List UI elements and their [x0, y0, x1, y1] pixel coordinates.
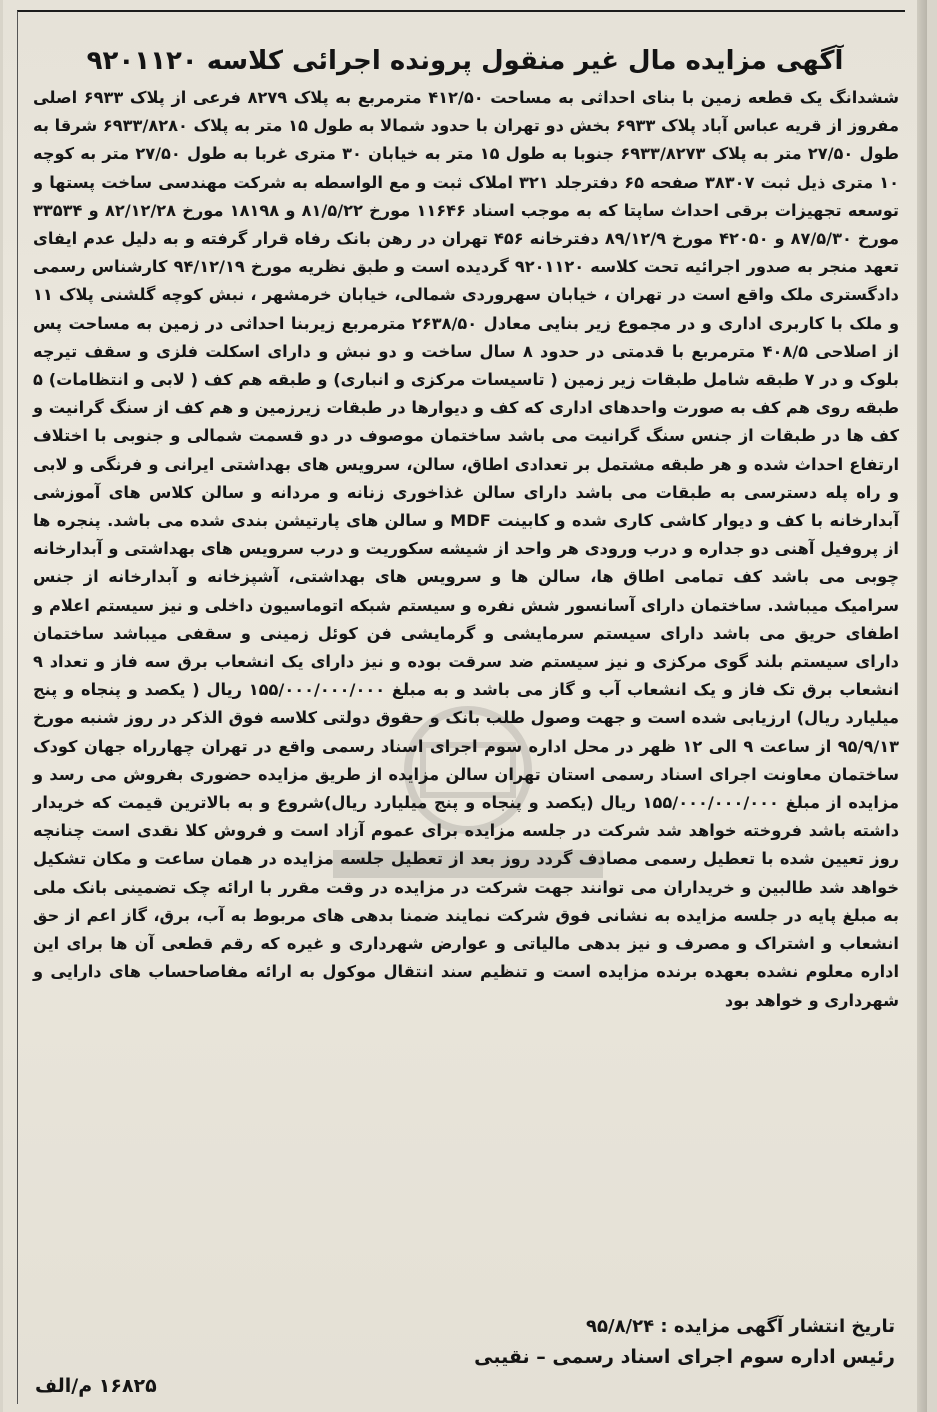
notice-body: ششدانگ یک قطعه زمین با بنای احداثی به مساحت ۴۱۲/۵۰ مترمربع به پلاک ۸۲۷۹ فرعی از پلاک ۶۹۳۳ اصلی مفروز از قریه عباس آباد پلاک ۶۹۳۳ بخش دو تهران با حدود شمالا به طول ۱۵ متر به پلاک ۶۹۳۳/۸۲۸۰ شرقا به طول ۲۷/۵۰ متر به پلاک ۶۹۳۳/۸۲۷۳ جنوبا به طول ۱۵ متر به خیابان ۳۰ متری غربا به طول ۲۷/۵۰ متر به کوچه ۱۰ متری ذیل ثبت ۳۸۳۰۷ صفحه ۶۵ دفترجلد ۳۲۱ املاک ثبت و مع الواسطه به شرکت مهندسی ساخت پستها و توسعه تجهیزات برقی احداث ساپتا که به موجب اسناد ۱۱۶۴۶ مورخ ۸۱/۵/۲۲ و ۱۸۱۹۸ مورخ ۸۲/۱۲/۲۸ و ۳۳۵۳۴ مورخ ۸۷/۵/۳۰ و ۴۲۰۵۰ مورخ ۸۹/۱۲/۹ دفترخانه ۴۵۶ تهران در رهن بانک رفاه قرار گرفته و به دلیل عدم ایفای تعهد منجر به صدور اجرائیه تحت کلاسه ۹۲۰۱۱۲۰ گردیده است و طبق نظریه مورخ ۹۴/۱۲/۱۹ کارشناس رسمی دادگستری ملک واقع است در تهران ، خیابان سهروردی شمالی، خیابان خرمشهر ، نبش کوچه گلشنی پلاک ۱۱ و ملک با کاربری اداری و در مجموع زیر بنایی معادل ۲۶۳۸/۵۰ مترمربع زیربنا احداثی در زمین به مساحت پس از اصلاحی ۴۰۸/۵ مترمربع با قدمتی در حدود ۸ سال ساخت و دو نبش و دارای اسکلت فلزی و سقف تیرچه بلوک و در ۷ طبقه شامل طبقات زیر زمین ( تاسیسات مرکزی و انباری) و طبقه هم کف ( لابی و انتظامات) ۵ طبقه روی هم کف به صورت واحدهای اداری که کف و دیوارها در طبقات زیرزمین و هم کف از سنگ گرانیت و کف ها در طبقات از جنس سنگ گرانیت می باشد ساختمان موصوف در دو قسمت شمالی و جنوبی با اختلاف ارتفاع احداث شده و هر طبقه مشتمل بر تعدادی اطاق، سالن، سرویس های بهداشتی ایرانی و فرنگی و لابی و راه پله دسترسی به طبقات می باشد دارای سالن غذاخوری زنانه و مردانه و سالن کلاس های آموزشی آبدارخانه با کف و دیوار کاشی کاری شده و کابینت MDF و سالن های پارتیشن بندی شده می باشد. پنجره ها از پروفیل آهنی دو جداره و درب ورودی هر واحد از شیشه سکوریت و درب سرویس های بهداشتی و آبدارخانه چوبی می باشد کف تمامی اطاق ها، سالن ها و سرویس های بهداشتی، آشپزخانه و آبدارخانه از جنس سرامیک میباشد. ساختمان دارای آسانسور شش نفره و سیستم شبکه اتوماسیون داخلی و نیز سیستم اعلام و اطفای حریق می باشد دارای سیستم سرمایشی و گرمایشی فن کوئل زمینی و سقفی میباشد ساختمان دارای سیستم بلند گوی مرکزی و نیز سیستم ضد سرقت بوده و نیز دارای یک انشعاب برق سه فاز و تعداد ۹ انشعاب برق تک فاز و یک انشعاب آب و گاز می باشد و به مبلغ ۱۵۵/۰۰۰/۰۰۰/۰۰۰ ریال ( یکصد و پنجاه و پنج میلیارد ریال) ارزیابی شده است و جهت وصول طلب بانک و حقوق دولتی کلاسه فوق الذکر در روز شنبه مورخ ۹۵/۹/۱۳ از ساعت ۹ الی ۱۲ ظهر در محل اداره سوم اجرای اسناد رسمی واقع در تهران چهارراه جهان کودک ساختمان معاونت اجرای اسناد رسمی استان تهران سالن مزایده از طریق مزایده حضوری بفروش می رسد و مزایده از مبلغ ۱۵۵/۰۰۰/۰۰۰/۰۰۰ ریال (یکصد و پنجاه و پنج میلیارد ریال)شروع و به بالاترین قیمت که خریدار داشته باشد فروخته خواهد شد شرکت در جلسه مزایده برای عموم آزاد است و فروش کلا نقدی است چنانچه روز تعیین شده با تعطیل رسمی مصادف گردد روز بعد از تعطیل جلسه مزایده در همان ساعت و مکان تشکیل خواهد شد طالبین و خریداران می توانند جهت شرکت در مزایده در وقت مقرر با ارائه چک تضمینی بانک ملی به مبلغ پایه در جلسه مزایده به نشانی فوق شرکت نمایند ضمنا بدهی های مربوط به آب، برق، گاز اعم از حق انشعاب و اشتراک و مصرف و نیز بدهی مالیاتی و عوارض شهرداری و غیره که رقم قطعی آن ها برای این اداره معلوم نشده بعهده برنده مزایده است و تنظیم سند انتقال موکول به ارائه مفاصاحساب های دارایی و شهرداری و خواهد بود [33, 88, 900, 1010]
page-edge [917, 0, 927, 1412]
ad-reference-code: ۱۶۸۲۵ م/الف [35, 1375, 157, 1397]
publication-date: تاریخ انتشار آگهی مزایده : ۹۵/۸/۲۴ [586, 1316, 895, 1337]
notice-title: آگهی مزایده مال غیر منقول پرونده اجرائی کلاسه ۹۲۰۱۱۲۰ [86, 46, 844, 76]
signature-line: رئیس اداره سوم اجرای اسناد رسمی – نقیبی [474, 1346, 895, 1368]
